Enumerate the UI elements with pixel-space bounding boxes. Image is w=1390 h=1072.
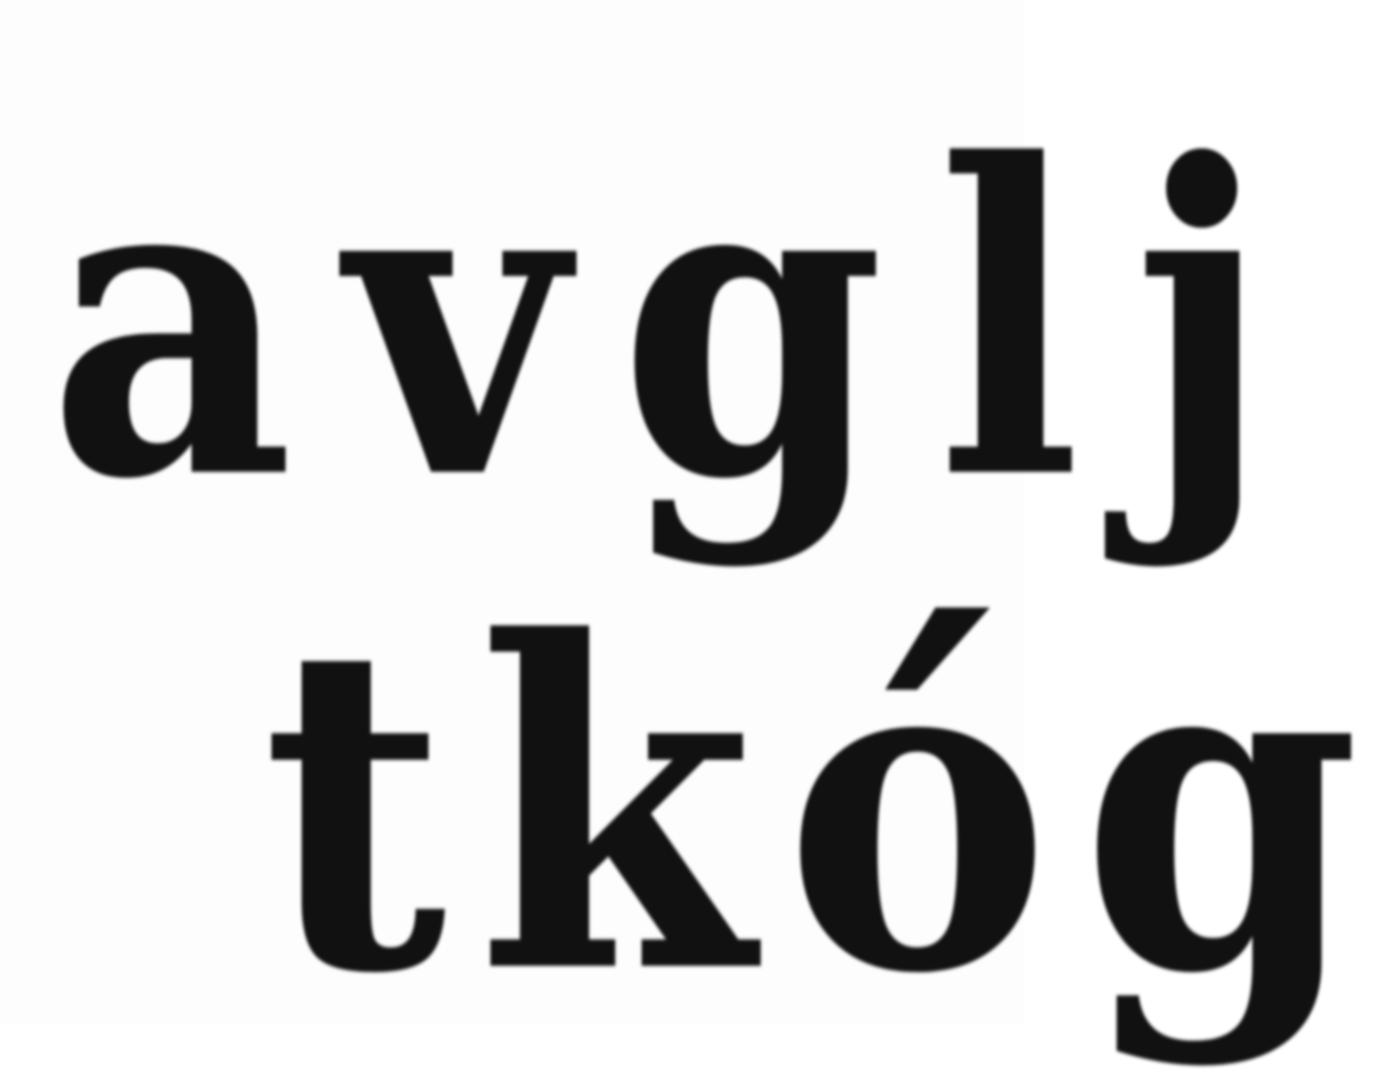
text-line-2: tkóg [262,545,1390,1072]
text-line-1: avglj [48,71,1323,573]
